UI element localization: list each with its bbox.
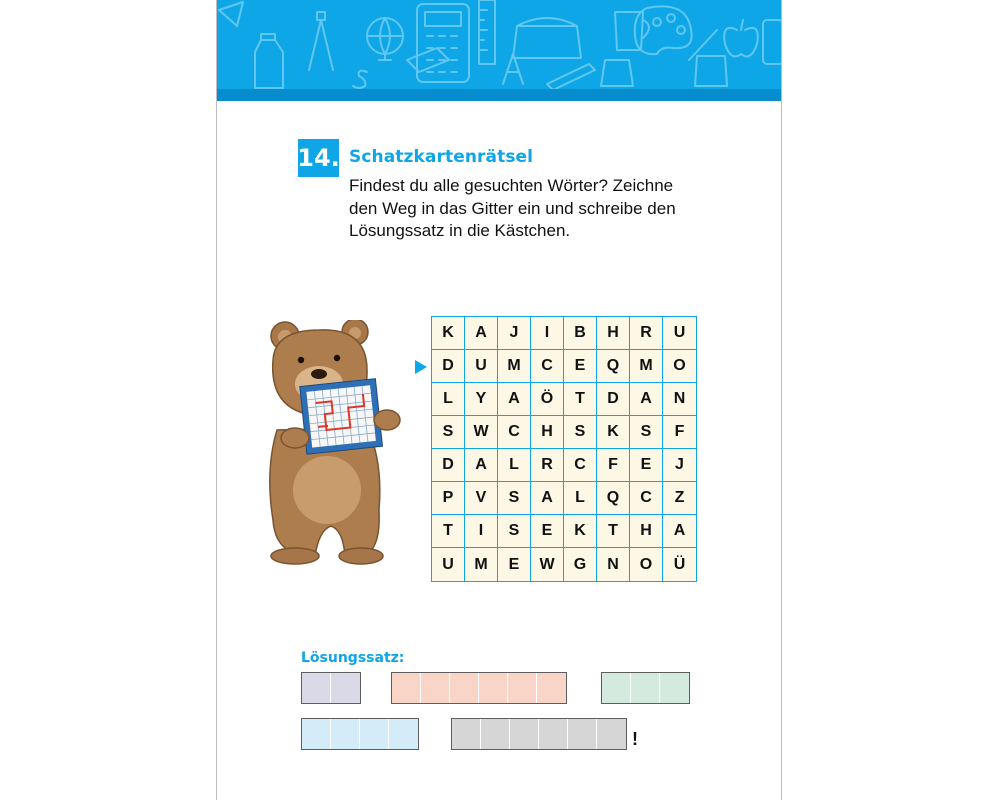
grid-cell[interactable]: Z xyxy=(663,482,696,515)
grid-cell[interactable]: E xyxy=(531,515,564,548)
grid-cell[interactable]: S xyxy=(630,416,663,449)
grid-cell[interactable]: B xyxy=(564,317,597,350)
grid-cell[interactable]: F xyxy=(663,416,696,449)
solution-letter-box[interactable] xyxy=(510,719,539,749)
grid-cell[interactable]: S xyxy=(498,482,531,515)
exercise-title: Schatzkartenrätsel xyxy=(349,147,534,167)
grid-cell[interactable]: D xyxy=(432,449,465,482)
grid-cell[interactable]: D xyxy=(597,383,630,416)
grid-cell[interactable]: Q xyxy=(597,350,630,383)
grid-cell[interactable]: L xyxy=(564,482,597,515)
instruction-line: Lösungssatz in die Kästchen. xyxy=(349,221,571,240)
grid-cell[interactable]: V xyxy=(465,482,498,515)
grid-cell[interactable]: S xyxy=(564,416,597,449)
grid-cell[interactable]: A xyxy=(531,482,564,515)
solution-letter-box[interactable] xyxy=(481,719,510,749)
grid-cell[interactable]: C xyxy=(531,350,564,383)
grid-cell[interactable]: J xyxy=(498,317,531,350)
grid-cell[interactable]: T xyxy=(432,515,465,548)
worksheet-page xyxy=(216,0,782,800)
grid-cell[interactable]: N xyxy=(663,383,696,416)
grid-cell[interactable]: A xyxy=(498,383,531,416)
grid-cell[interactable]: T xyxy=(597,515,630,548)
grid-cell[interactable]: O xyxy=(663,350,696,383)
grid-cell[interactable]: S xyxy=(432,416,465,449)
solution-letter-box[interactable] xyxy=(602,673,631,703)
grid-cell[interactable]: M xyxy=(465,548,498,581)
grid-cell[interactable]: S xyxy=(498,515,531,548)
solution-letter-box[interactable] xyxy=(479,673,508,703)
grid-cell[interactable]: M xyxy=(630,350,663,383)
solution-letter-box[interactable] xyxy=(568,719,597,749)
solution-word-4 xyxy=(301,718,419,750)
grid-cell[interactable]: K xyxy=(564,515,597,548)
grid-cell[interactable]: R xyxy=(630,317,663,350)
grid-cell[interactable]: T xyxy=(564,383,597,416)
solution-letter-box[interactable] xyxy=(360,719,389,749)
solution-letter-box[interactable] xyxy=(331,673,360,703)
grid-cell[interactable]: L xyxy=(432,383,465,416)
grid-cell[interactable]: H xyxy=(531,416,564,449)
grid-cell[interactable]: L xyxy=(498,449,531,482)
solution-label: Lösungssatz: xyxy=(301,650,405,666)
bear-illustration xyxy=(255,320,405,565)
start-arrow-icon xyxy=(415,360,427,374)
solution-word-2 xyxy=(391,672,567,704)
letter-grid[interactable] xyxy=(431,316,697,582)
solution-letter-box[interactable] xyxy=(450,673,479,703)
solution-word-5 xyxy=(451,718,627,750)
exercise-instruction xyxy=(349,175,719,243)
grid-cell[interactable]: H xyxy=(630,515,663,548)
grid-cell[interactable]: Ö xyxy=(531,383,564,416)
grid-cell[interactable]: C xyxy=(498,416,531,449)
solution-letter-box[interactable] xyxy=(421,673,450,703)
grid-cell[interactable]: O xyxy=(630,548,663,581)
banner-strip xyxy=(217,89,781,101)
grid-cell[interactable]: I xyxy=(465,515,498,548)
grid-cell[interactable]: E xyxy=(630,449,663,482)
solution-letter-box[interactable] xyxy=(302,673,331,703)
grid-cell[interactable]: D xyxy=(432,350,465,383)
solution-word-1 xyxy=(301,672,361,704)
grid-cell[interactable]: M xyxy=(498,350,531,383)
grid-cell[interactable]: A xyxy=(630,383,663,416)
grid-cell[interactable]: A xyxy=(663,515,696,548)
grid-cell[interactable]: Ü xyxy=(673,555,686,573)
grid-cell[interactable]: U xyxy=(432,548,465,581)
grid-cell[interactable]: J xyxy=(663,449,696,482)
grid-cell[interactable]: Q xyxy=(597,482,630,515)
grid-cell[interactable]: F xyxy=(597,449,630,482)
grid-cell[interactable]: Y xyxy=(465,383,498,416)
grid-cell[interactable]: N xyxy=(597,548,630,581)
solution-letter-box[interactable] xyxy=(452,719,481,749)
instruction-line: den Weg in das Gitter ein und schreibe den xyxy=(349,198,676,218)
grid-cell[interactable]: A xyxy=(465,449,498,482)
grid-cell[interactable]: W xyxy=(465,416,498,449)
exercise-number-badge: 14. xyxy=(298,139,339,177)
grid-cell[interactable]: W xyxy=(531,548,564,581)
solution-letter-box[interactable] xyxy=(660,673,689,703)
solution-letter-box[interactable] xyxy=(331,719,360,749)
grid-cell[interactable]: P xyxy=(432,482,465,515)
grid-cell[interactable]: G xyxy=(564,548,597,581)
grid-cell[interactable]: K xyxy=(432,317,465,350)
grid-cell[interactable]: H xyxy=(597,317,630,350)
solution-letter-box[interactable] xyxy=(537,673,566,703)
grid-cell[interactable]: R xyxy=(531,449,564,482)
grid-cell[interactable]: U xyxy=(663,317,696,350)
grid-cell[interactable]: I xyxy=(531,317,564,350)
grid-cell[interactable]: U xyxy=(465,350,498,383)
solution-letter-box[interactable] xyxy=(597,719,626,749)
solution-end-mark: ! xyxy=(632,729,638,749)
solution-letter-box[interactable] xyxy=(631,673,660,703)
solution-word-3 xyxy=(601,672,690,704)
doodle-icons xyxy=(217,0,782,90)
school-doodle-banner xyxy=(217,0,781,101)
solution-letter-box[interactable] xyxy=(539,719,568,749)
solution-letter-box[interactable] xyxy=(508,673,537,703)
grid-cell[interactable]: C xyxy=(564,449,597,482)
grid-cell[interactable]: E xyxy=(498,548,531,581)
grid-cell[interactable]: E xyxy=(564,350,597,383)
solution-letter-box[interactable] xyxy=(389,719,418,749)
solution-letter-box[interactable] xyxy=(392,673,421,703)
instruction-line: Findest du alle gesuchten Wörter? Zeichne xyxy=(349,176,674,195)
solution-letter-box[interactable] xyxy=(302,719,331,749)
grid-cell[interactable]: A xyxy=(465,317,498,350)
grid-cell[interactable]: C xyxy=(630,482,663,515)
grid-cell[interactable]: K xyxy=(597,416,630,449)
